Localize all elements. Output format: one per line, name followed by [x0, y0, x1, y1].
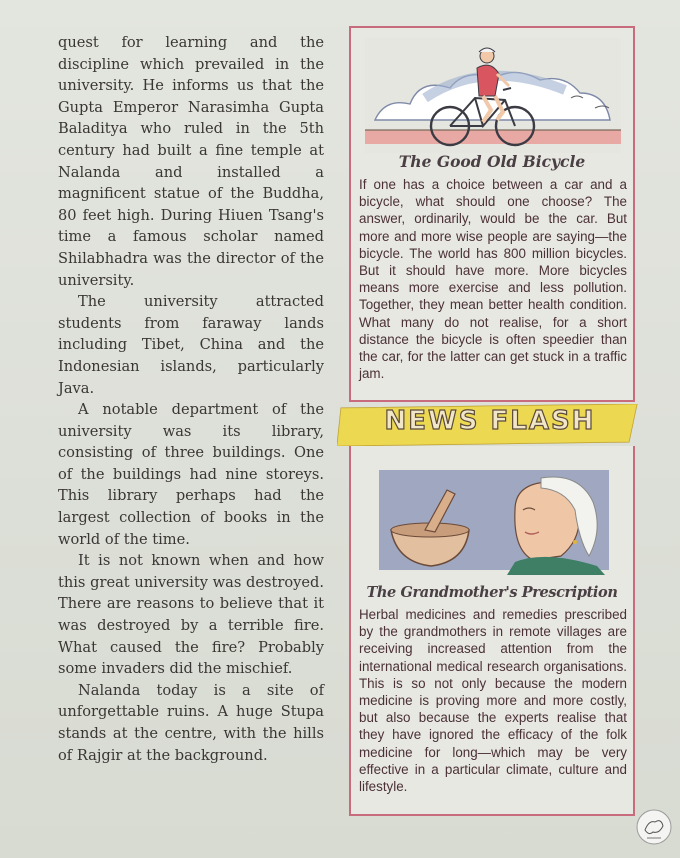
article-paragraph-3: A notable department of the university was its library, consisting of three buildings. One of the buildings had nine storeys. This library perhaps had the largest collection of books in the world of the time.	[58, 401, 324, 548]
news-flash-banner	[337, 404, 643, 446]
cyclist-illustration	[365, 38, 621, 153]
news-flash-title: NEWS FLASH	[384, 406, 596, 436]
publisher-logo	[635, 808, 673, 848]
nalanda-article	[58, 32, 324, 766]
article-paragraph-4: It is not known when and how this great university was destroyed. There are reasons to believe that it was destroyed by a terrible fire. What caused the fire? Probably some invaders did the mischief.	[58, 552, 324, 678]
bicycle-box-title: The Good Old Bicycle	[398, 152, 586, 171]
sidebar-column	[349, 26, 633, 816]
article-paragraph-1: quest for learning and the discipline which prevailed in the university. He informs us that the Gupta Emperor Narasimha Gupta Baladitya who ruled in the 5th century had built a fine temple at Nalanda and installed a magnificent statue of the Buddha, 80 feet high. During Hiuen Tsang's time a famous scholar named Shilabhadra was the director of the university.	[58, 34, 324, 289]
article-paragraph-2: The university attracted students from faraway lands including Tibet, China and the Indonesian islands, particularly Java.	[58, 293, 324, 397]
grandmother-box-text: Herbal medicines and remedies prescribed by the grandmothers in remote villages are receiving increased attention from the international medical research organisations. This is so not only because the modern medicine is proving more and more costly, but also because the experts realise that they have ignored the efficacy of the folk medicine for long—which may be very effective in a particular climate, culture and lifestyle.	[359, 607, 627, 795]
grandmother-box-title: The Grandmother's Prescription	[366, 584, 618, 601]
grandmother-mortar-illustration	[365, 470, 621, 575]
grandmother-box	[349, 446, 635, 816]
bicycle-box-text: If one has a choice between a car and a bicycle, what should one choose? The answer, ordinarily, would be the car. But more and more wise people are saying—the bicycle. The world has 800 million bicycles. But it should have more. More bicycles means more exercise and less pollution. Together, they mean better health condition. What many do not realise, for a short distance the bicycle is often speedier than the car, for the latter can get stuck in a traffic jam.	[359, 177, 627, 382]
article-paragraph-5: Nalanda today is a site of unforgettable ruins. A huge Stupa stands at the centre, with the hills of Rajgir at the background.	[58, 681, 324, 764]
bicycle-box	[349, 26, 635, 402]
